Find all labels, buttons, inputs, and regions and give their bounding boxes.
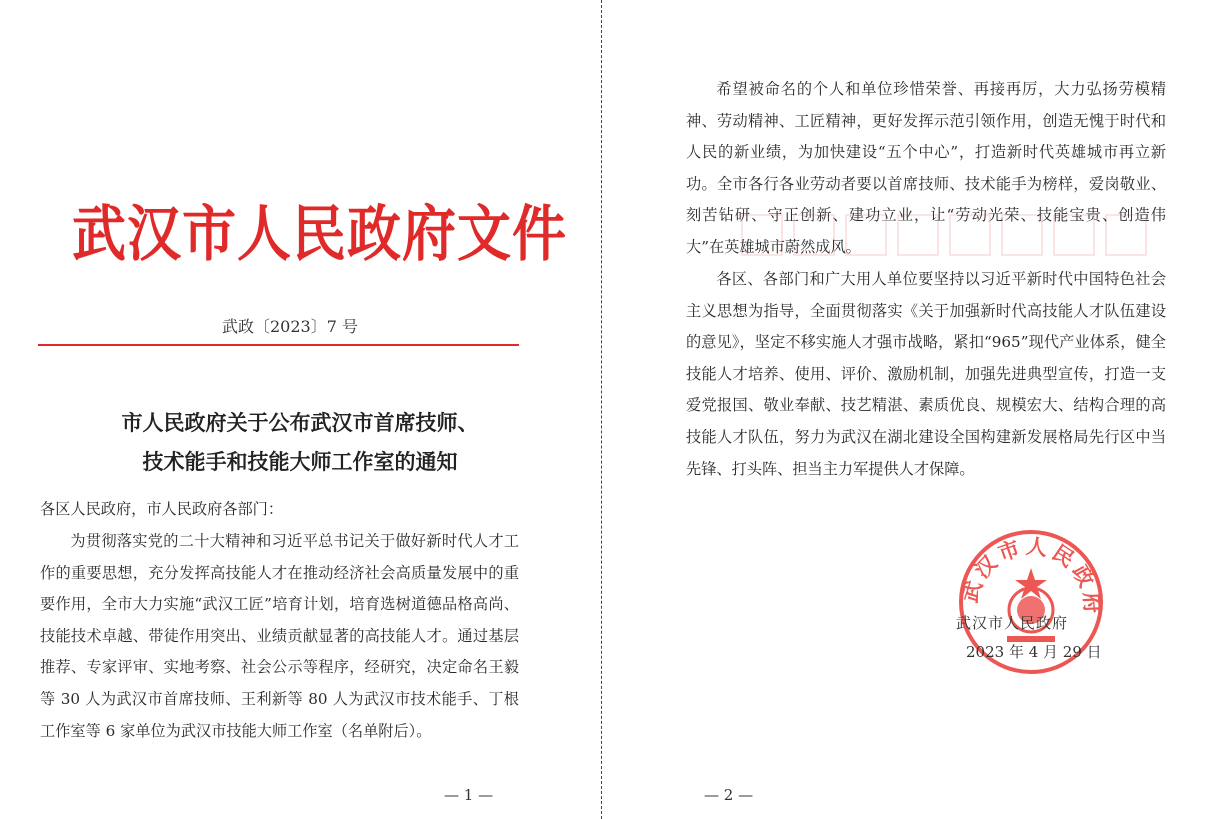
svg-text:武汉市人民政府: 武汉市人民政府 [957,534,1105,618]
document-header-title: 武汉市人民政府文件 [72,198,567,269]
body-paragraph-1: 为贯彻落实党的二十大精神和习近平总书记关于做好新时代人才工作的重要思想，充分发挥高技能人才在推动经济社会高质量发展中的重要作用，全市大力实施“武汉工匠”培育计划，培育选树道德品格高尚、技能技术卓越、带徒作用突出、业绩贡献显著的高技能人才。通过基层推荐、专家评审、实地考察、社会公示等程序，经研究，决定命名王毅等 30 人为武汉市首席技师、王利新等 80 人为武汉市技术能手、丁根工作室等 6 家单位为武汉市技能大师工作室（名单附后）。 [40,532,519,740]
page-divider [601,0,602,819]
body-paragraph-2: 希望被命名的个人和单位珍惜荣誉、再接再厉，大力弘扬劳模精神、劳动精神、工匠精神，更好发挥示范引领作用，创造无愧于时代和人民的新业绩，为加快建设“五个中心”，打造新时代英雄城市再立新功。全市各行各业劳动者要以首席技师、技术能手为榜样，爱岗敬业、刻苦钻研、守正创新、建功立业，让“劳动光荣、技能宝贵、创造伟大”在英雄城市蔚然成风。 [686,80,1166,256]
page-1 [0,0,600,819]
notice-title-line-2: 技术能手和技能大师工作室的通知 [142,450,458,474]
notice-title-line-1: 市人民政府关于公布武汉市首席技师、 [121,411,479,435]
issue-date: 2023 年 4 月 29 日 [966,643,1102,661]
red-separator-line [38,344,519,346]
body-paragraph-3: 各区、各部门和广大用人单位要坚持以习近平新时代中国特色社会主义思想为指导，全面贯彻落实《关于加强新时代高技能人才队伍建设的意见》，坚定不移实施人才强市战略，紧扣“965”现代产业体系，健全技能人才培养、使用、评价、激励机制，加强先进典型宣传，打造一支爱党报国、敬业奉献、技艺精湛、素质优良、规模宏大、结构合理的高技能人才队伍，努力为武汉在湖北建设全国构建新发展格局先行区中当先锋、打头阵、担当主力军提供人才保障。 [686,270,1166,478]
issuer-signature: 武汉市人民政府 [956,614,1069,632]
document-number: 武政〔2023〕7 号 [222,317,358,336]
page-2 [604,0,1220,819]
page-number-1: — 1 — [444,786,494,804]
page-number-2: — 2 — [704,786,754,804]
salutation: 各区人民政府，市人民政府各部门： [40,500,283,518]
